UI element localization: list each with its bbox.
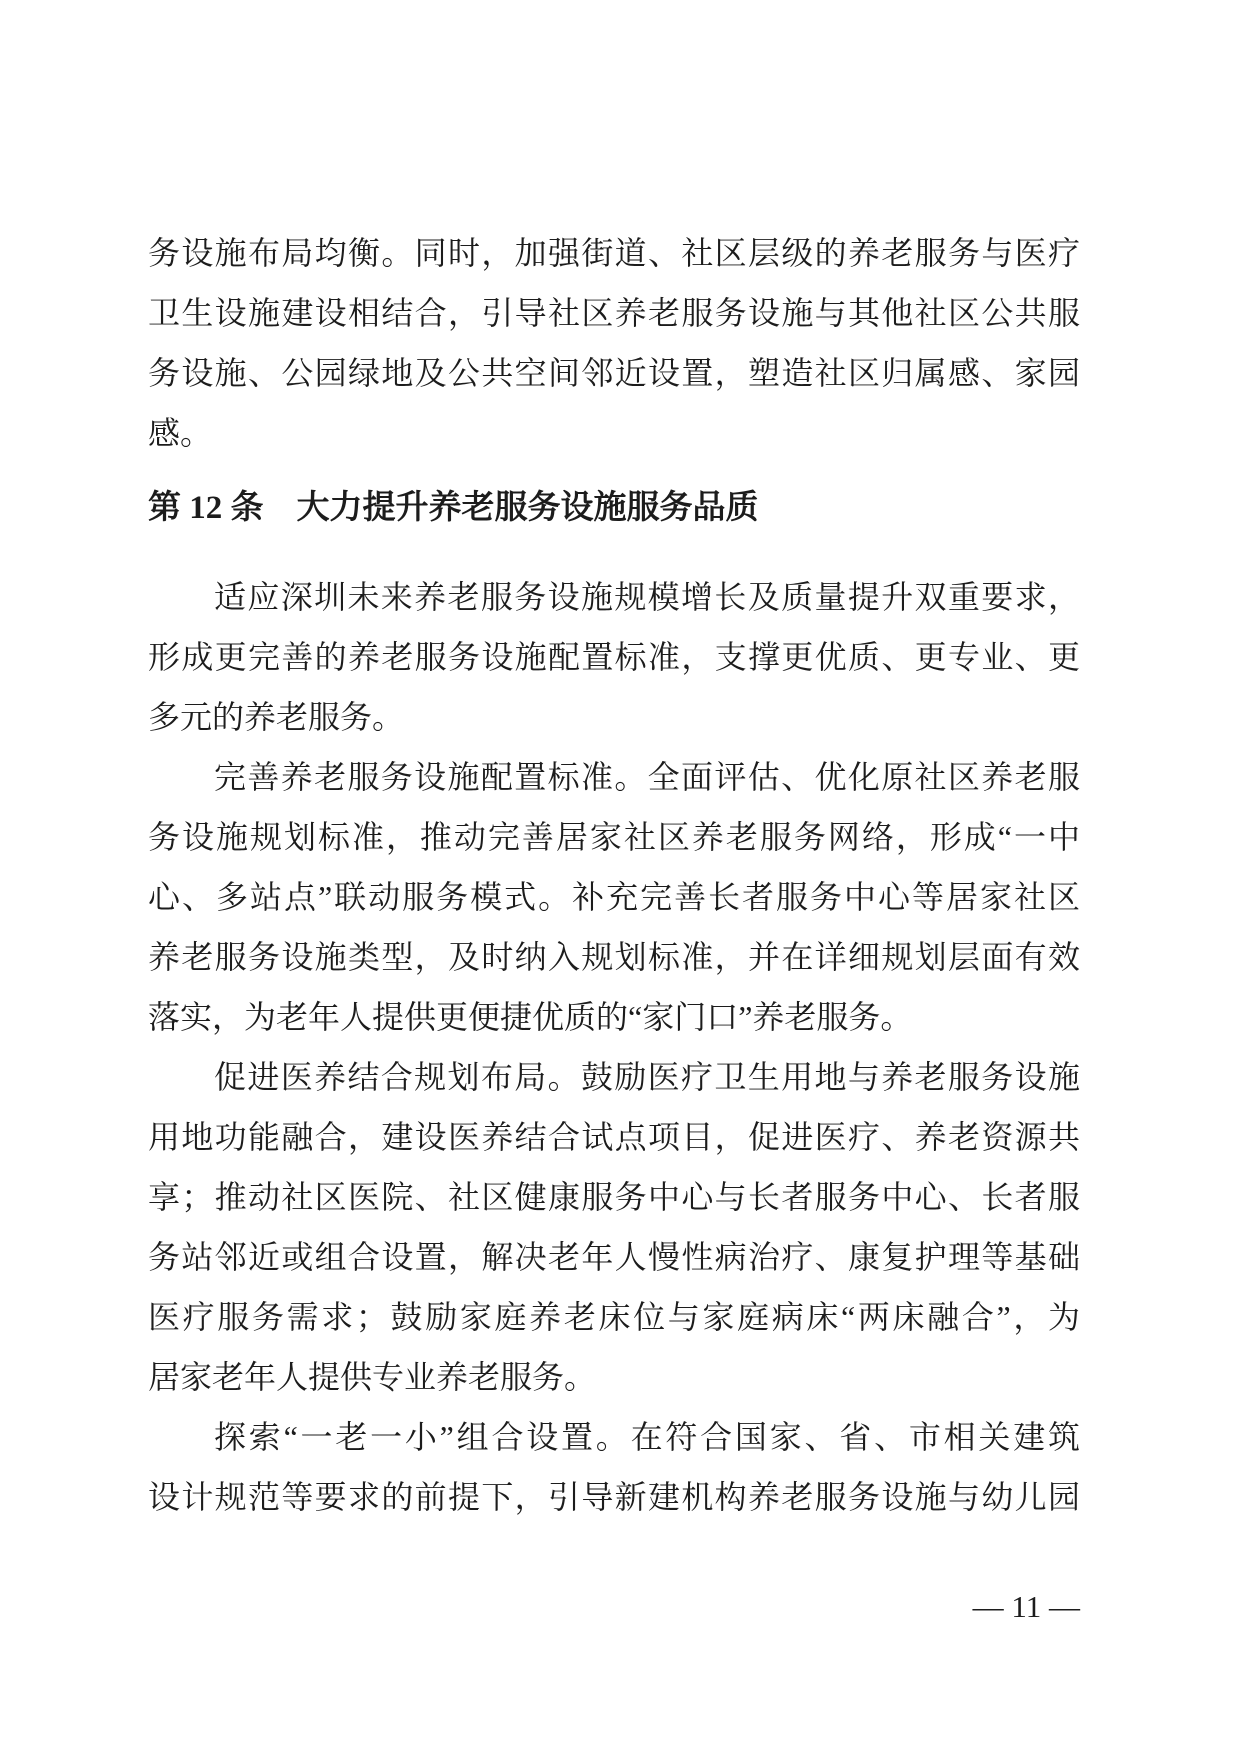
body-line: 居家老年人提供专业养老服务。	[148, 1359, 597, 1395]
body-line: 务站邻近或组合设置，解决老年人慢性病治疗、康复护理等基础	[148, 1239, 1080, 1275]
body-line: 医疗服务需求；鼓励家庭养老床位与家庭病床“两床融合”，为	[148, 1299, 1080, 1335]
body-line: 完善养老服务设施配置标准。全面评估、优化原社区养老服	[214, 759, 1080, 795]
body-line: 享；推动社区医院、社区健康服务中心与长者服务中心、长者服	[148, 1179, 1080, 1215]
body-line: 适应深圳未来养老服务设施规模增长及质量提升双重要求，	[214, 579, 1080, 615]
article-heading: 第 12 条 大力提升养老服务设施服务品质	[148, 490, 759, 526]
body-line: 用地功能融合，建设医养结合试点项目，促进医疗、养老资源共	[148, 1119, 1080, 1155]
body-line: 务设施规划标准，推动完善居家社区养老服务网络，形成“一中	[148, 819, 1080, 855]
body-line: 务设施、公园绿地及公共空间邻近设置，塑造社区归属感、家园	[148, 355, 1080, 391]
body-line: 务设施布局均衡。同时，加强街道、社区层级的养老服务与医疗	[148, 235, 1080, 271]
page-number: — 11 —	[972, 1589, 1080, 1624]
body-line: 卫生设施建设相结合，引导社区养老服务设施与其他社区公共服	[148, 295, 1080, 331]
body-line: 探索“一老一小”组合设置。在符合国家、省、市相关建筑	[214, 1419, 1080, 1455]
document-body	[148, 223, 1080, 1527]
body-line: 养老服务设施类型，及时纳入规划标准，并在详细规划层面有效	[148, 939, 1080, 975]
body-line: 形成更完善的养老服务设施配置标准，支撑更优质、更专业、更	[148, 639, 1080, 675]
body-line: 促进医养结合规划布局。鼓励医疗卫生用地与养老服务设施	[214, 1059, 1080, 1095]
body-line: 多元的养老服务。	[148, 699, 405, 735]
body-line: 设计规范等要求的前提下，引导新建机构养老服务设施与幼儿园	[148, 1479, 1080, 1515]
body-line: 心、多站点”联动服务模式。补充完善长者服务中心等居家社区	[148, 879, 1080, 915]
body-line: 感。	[148, 415, 213, 451]
body-line: 落实，为老年人提供更便捷优质的“家门口”养老服务。	[148, 999, 913, 1035]
